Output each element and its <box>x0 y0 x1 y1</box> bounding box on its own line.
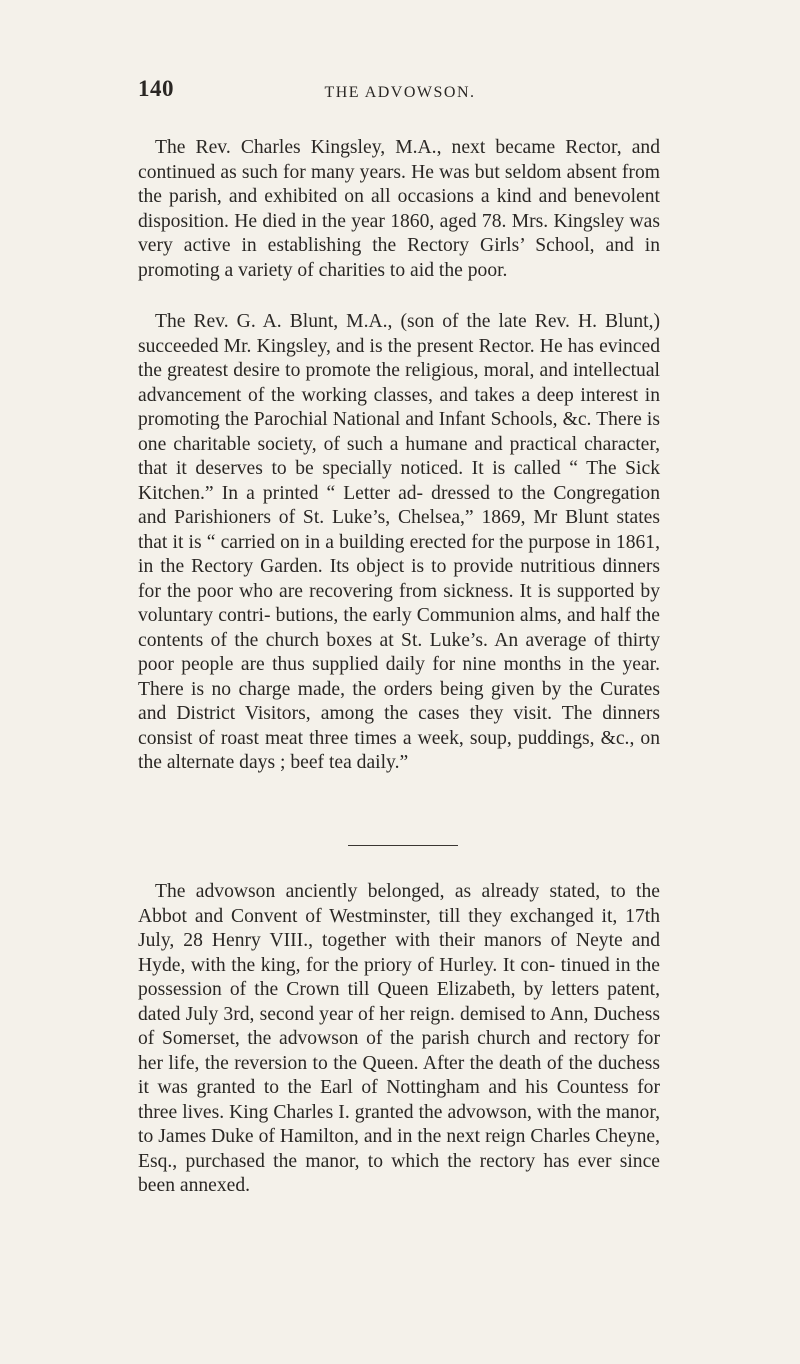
paragraph-blunt: The Rev. G. A. Blunt, M.A., (son of the late Rev. H. Blunt,) succeeded Mr. Kingsley, and is the present Rector. He has evinced the greatest desire to promote the religious, moral, and intellectual advancement of the working classes, and takes a deep interest in promoting the Parochial National and Infant Schools, &c. There is one charitable society, of such a humane and practical character, that it deserves to be specially noticed. It is called “ The Sick Kitchen.” In a printed “ Letter ad- dressed to the Congregation and Parishioners of St. Luke’s, Chelsea,” 1869, Mr Blunt states that it is “ carried on in a building erected for the purpose in 1861, in the Rectory Garden. Its object is to provide nutritious dinners for the poor who are recovering from sickness. It is supported by voluntary contri- butions, the early Communion alms, and half the contents of the church boxes at St. Luke’s. An average of thirty poor people are thus supplied daily for nine months in the year. There is no charge made, the orders being given by the Curates and District Visitors, among the cases they visit. The dinners consist of roast meat three times a week, soup, puddings, &c., on the alternate days ; beef tea daily.” <box>138 311 660 773</box>
page-number: 140 <box>138 76 174 101</box>
paragraph-kingsley: The Rev. Charles Kingsley, M.A., next became Rector, and continued as such for many years. He was but seldom absent from the parish, and exhibited on all occasions a kind and benevolent disposition. He died in the year 1860, aged 78. Mrs. Kingsley was very active in establishing the Rectory Girls’ School, and in promoting a variety of charities to aid the poor. <box>138 137 660 281</box>
section-divider <box>348 845 458 846</box>
paragraph-advowson-history: The advowson anciently belonged, as already stated, to the Abbot and Convent of Westminster, till they exchanged it, 17th July, 28 Henry VIII., together with their manors of Neyte and Hyde, with the king, for the priory of Hurley. It con- tinued in the possession of the Crown till Queen Elizabeth, by letters patent, dated July 3rd, second year of her reign. demised to Ann, Duchess of Somerset, the advowson of the parish church and rectory for her life, the reversion to the Queen. After the death of the duchess it was granted to the Earl of Nottingham and his Countess for three lives. King Charles I. granted the advowson, with the manor, to James Duke of Hamilton, and in the next reign Charles Cheyne, Esq., purchased the manor, to which the rectory has ever since been annexed. <box>138 881 660 1196</box>
running-title: THE ADVOWSON. <box>324 84 476 101</box>
